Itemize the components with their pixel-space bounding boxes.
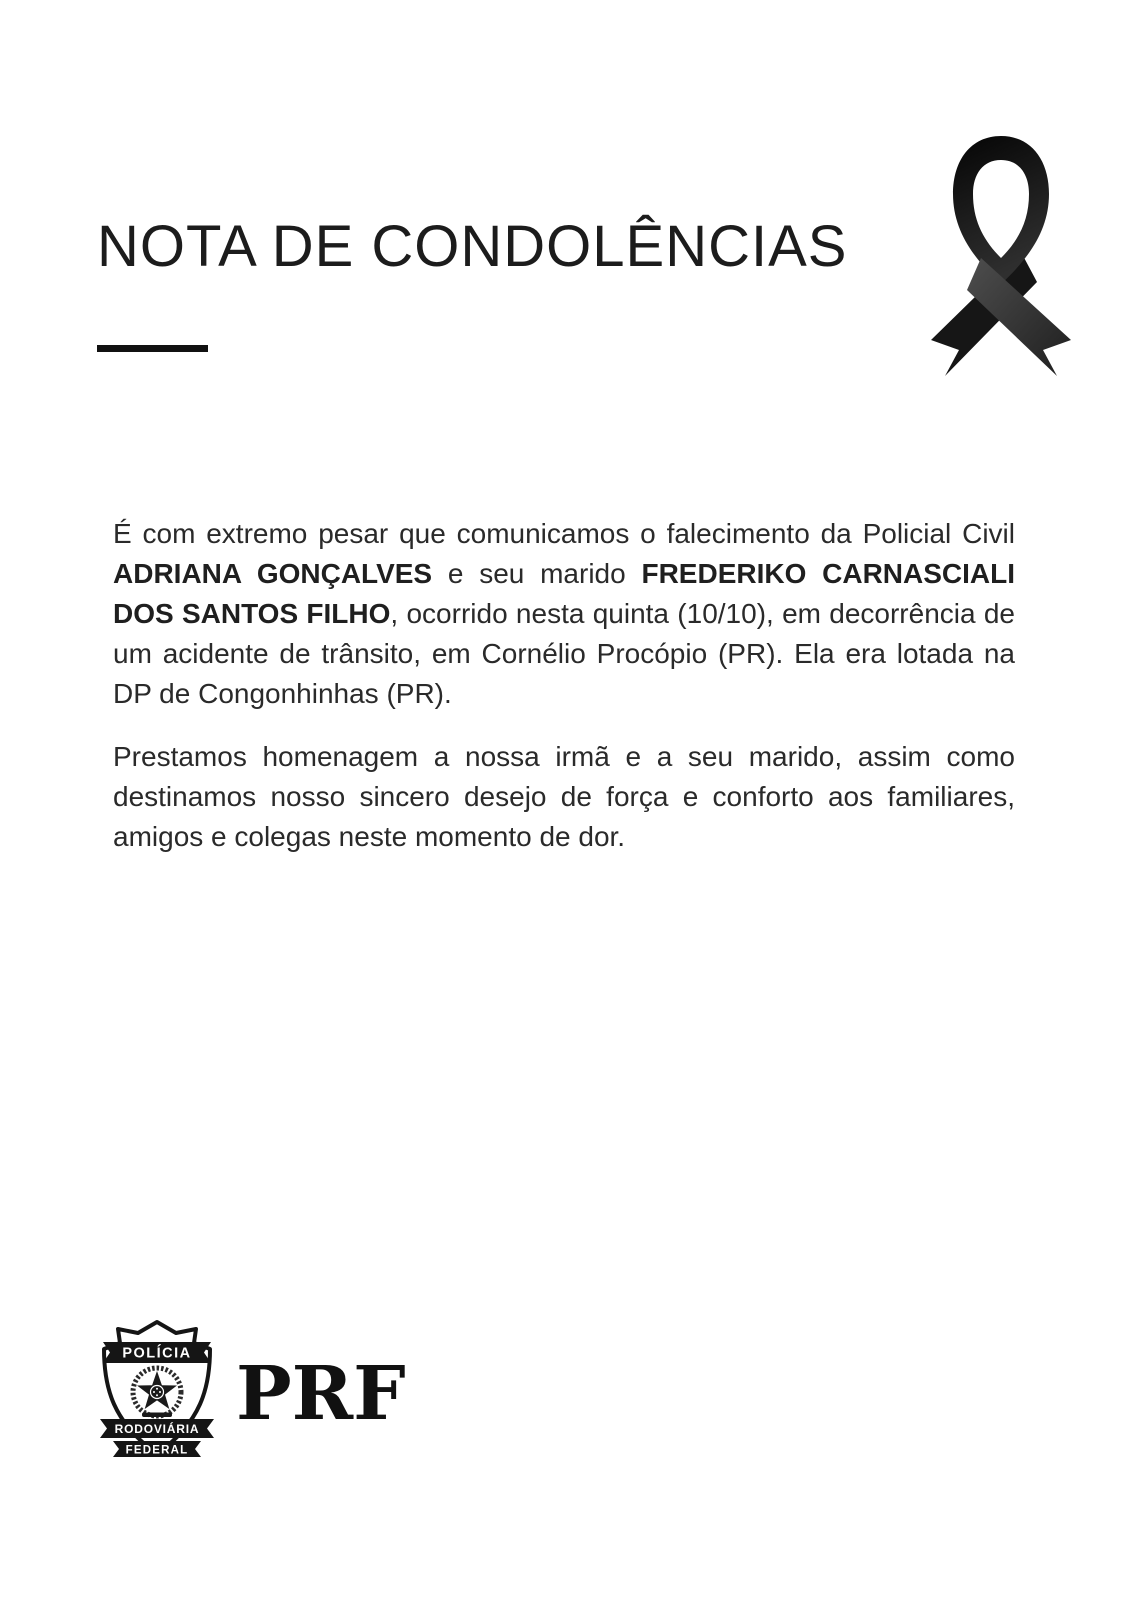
prf-wordmark: PRF — [236, 1351, 406, 1437]
victim-husband-name: FREDERIKO CARNASCIALI DOS SANTOS FILHO — [113, 558, 1016, 629]
badge-star-dot — [153, 1391, 155, 1393]
footer-logo — [97, 1316, 497, 1466]
badge-middle-banner-label: RODOVIÁRIA — [114, 1422, 200, 1436]
badge-scroll — [142, 1413, 172, 1418]
paragraph-2 — [113, 737, 1015, 857]
paragraph-1 — [113, 514, 1015, 714]
mourning-ribbon-icon — [925, 134, 1077, 382]
victim-name: ADRIANA GONÇALVES — [113, 558, 433, 589]
prf-badge-icon — [97, 1316, 217, 1458]
paragraph-text: É com extremo pesar que comunicamos o falecimento da Policial Civil — [113, 518, 1015, 549]
page-title: NOTA DE CONDOLÊNCIAS — [97, 214, 848, 279]
paragraph-text: , ocorrido nesta quinta (10/10), em decorrência de um acidente de trânsito, em Cornélio Procópio (PR). Ela era lotada na DP de Congonhinhas (PR). — [113, 598, 1016, 709]
badge-star-dot — [159, 1391, 161, 1393]
title-underline-rule — [97, 345, 208, 352]
paragraph-text: Prestamos homenagem a nossa irmã e a seu marido, assim como destinamos nosso sincero desejo de força e conforto aos familiares, amigos e colegas neste momento de dor. — [113, 741, 1015, 852]
badge-star-center — [151, 1386, 164, 1399]
badge-top-banner-label: POLÍCIA — [122, 1345, 192, 1362]
badge-star-dot — [156, 1394, 158, 1396]
badge-bottom-banner-label: FEDERAL — [125, 1444, 189, 1457]
note-body — [113, 514, 1015, 857]
paragraph-text: e seu marido — [432, 558, 642, 589]
badge-star-dot — [156, 1388, 158, 1390]
